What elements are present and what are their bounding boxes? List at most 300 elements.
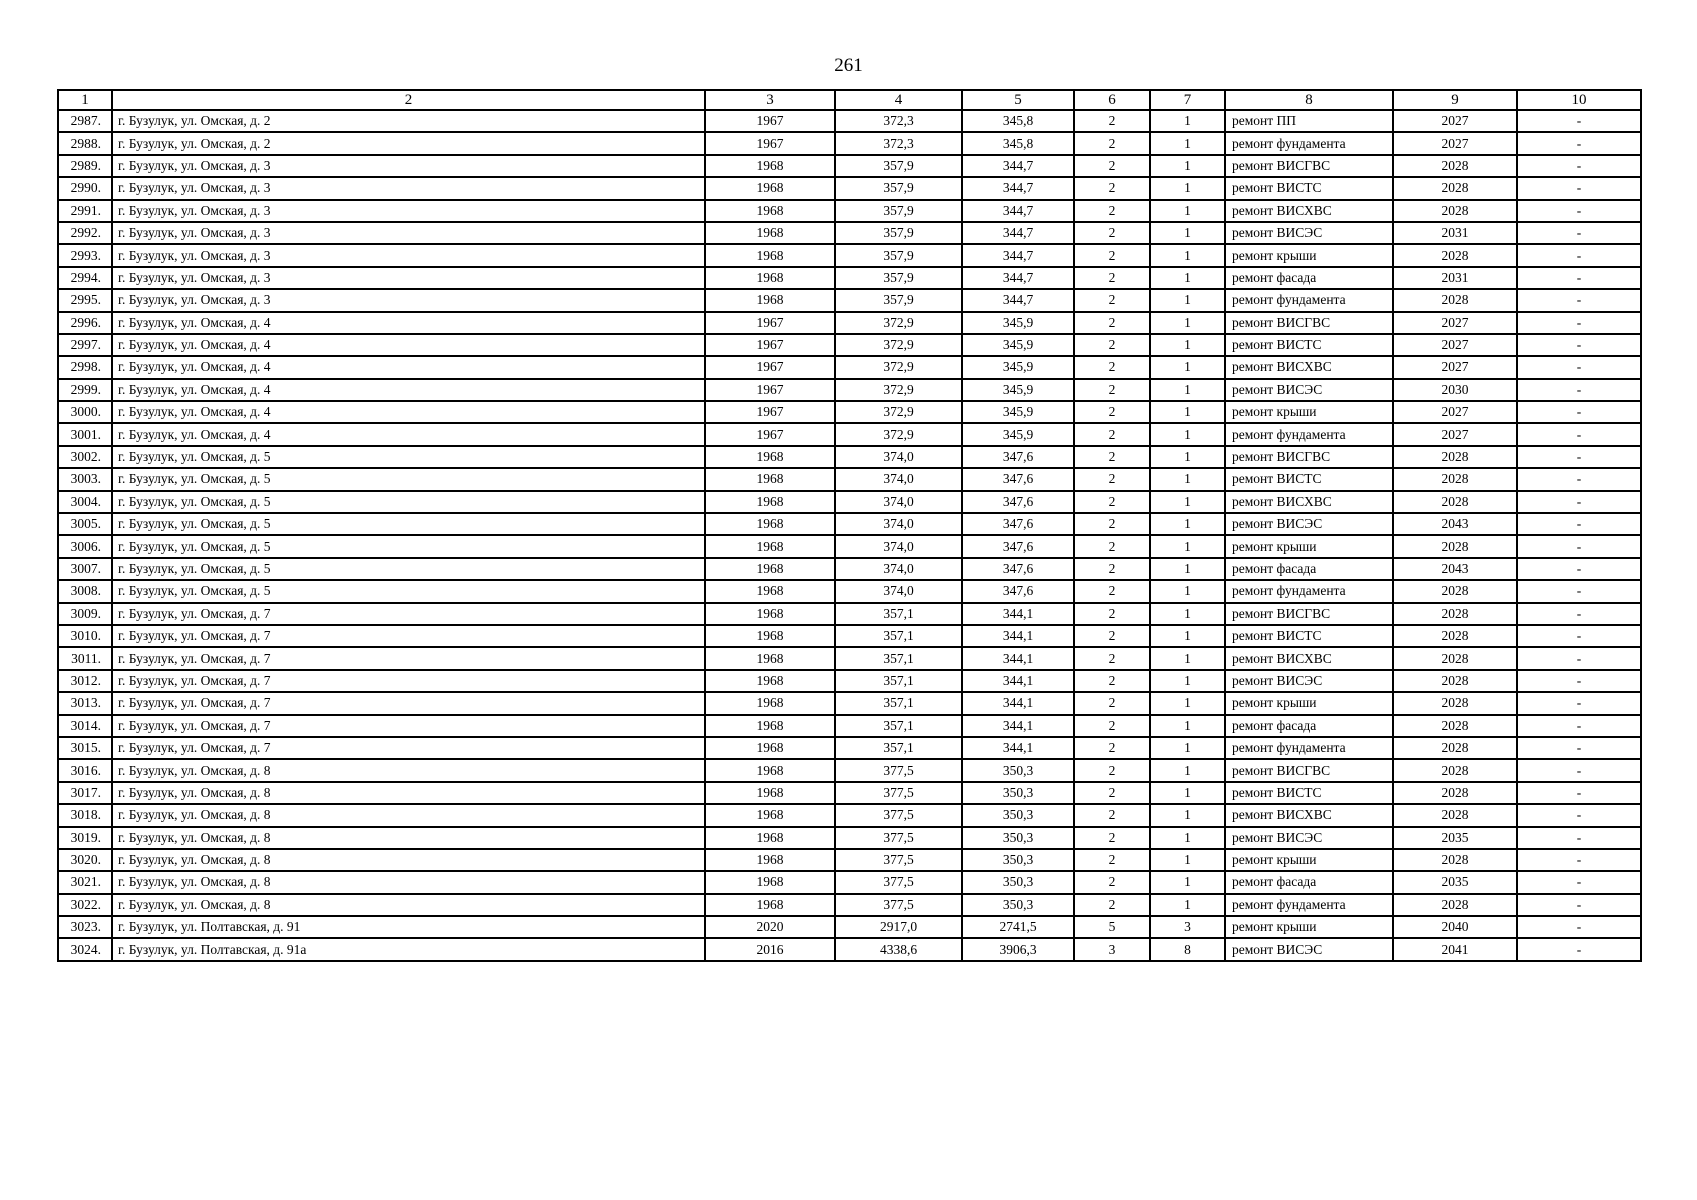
year-cell: 2016 (705, 938, 835, 960)
living-area-cell: 345,8 (962, 132, 1074, 154)
table-row (58, 670, 1641, 692)
total-area-cell: 372,3 (835, 110, 962, 132)
floors-cell: 2 (1074, 491, 1150, 513)
note-cell: - (1517, 625, 1641, 647)
floors-cell: 2 (1074, 849, 1150, 871)
year-cell: 1968 (705, 580, 835, 602)
year-cell: 1967 (705, 401, 835, 423)
note-cell: - (1517, 759, 1641, 781)
total-area-cell: 372,9 (835, 401, 962, 423)
total-area-cell: 372,9 (835, 334, 962, 356)
note-cell: - (1517, 715, 1641, 737)
floors-cell: 2 (1074, 110, 1150, 132)
floors-cell: 2 (1074, 692, 1150, 714)
note-cell: - (1517, 267, 1641, 289)
work-type-cell: ремонт фундамента (1225, 423, 1393, 445)
column-header: 4 (835, 90, 962, 110)
table-row (58, 200, 1641, 222)
floors-cell: 2 (1074, 289, 1150, 311)
floors-cell: 2 (1074, 558, 1150, 580)
table-row (58, 558, 1641, 580)
year-cell: 1968 (705, 871, 835, 893)
year-cell: 1968 (705, 894, 835, 916)
floors-cell: 2 (1074, 423, 1150, 445)
work-type-cell: ремонт ВИСХВС (1225, 200, 1393, 222)
living-area-cell: 344,7 (962, 177, 1074, 199)
work-type-cell: ремонт крыши (1225, 244, 1393, 266)
year-cell: 1968 (705, 715, 835, 737)
planned-year-cell: 2028 (1393, 468, 1517, 490)
note-cell: - (1517, 580, 1641, 602)
total-area-cell: 377,5 (835, 849, 962, 871)
entrances-cell: 1 (1150, 110, 1225, 132)
planned-year-cell: 2028 (1393, 759, 1517, 781)
table-row (58, 423, 1641, 445)
note-cell: - (1517, 603, 1641, 625)
note-cell: - (1517, 871, 1641, 893)
planned-year-cell: 2028 (1393, 491, 1517, 513)
entrances-cell: 1 (1150, 289, 1225, 311)
total-area-cell: 357,9 (835, 155, 962, 177)
planned-year-cell: 2030 (1393, 379, 1517, 401)
total-area-cell: 372,3 (835, 132, 962, 154)
living-area-cell: 344,7 (962, 155, 1074, 177)
year-cell: 1968 (705, 155, 835, 177)
address-cell: г. Бузулук, ул. Омская, д. 3 (112, 244, 705, 266)
row-number-cell: 3018. (58, 804, 112, 826)
year-cell: 1968 (705, 625, 835, 647)
floors-cell: 2 (1074, 737, 1150, 759)
address-cell: г. Бузулук, ул. Омская, д. 8 (112, 782, 705, 804)
floors-cell: 2 (1074, 379, 1150, 401)
living-area-cell: 347,6 (962, 558, 1074, 580)
entrances-cell: 1 (1150, 244, 1225, 266)
note-cell: - (1517, 401, 1641, 423)
planned-year-cell: 2028 (1393, 200, 1517, 222)
table-row (58, 491, 1641, 513)
entrances-cell: 1 (1150, 715, 1225, 737)
year-cell: 1968 (705, 289, 835, 311)
work-type-cell: ремонт крыши (1225, 535, 1393, 557)
planned-year-cell: 2027 (1393, 312, 1517, 334)
note-cell: - (1517, 782, 1641, 804)
total-area-cell: 357,9 (835, 177, 962, 199)
entrances-cell: 1 (1150, 222, 1225, 244)
total-area-cell: 357,1 (835, 715, 962, 737)
address-cell: г. Бузулук, ул. Омская, д. 8 (112, 894, 705, 916)
table-row (58, 871, 1641, 893)
address-cell: г. Бузулук, ул. Омская, д. 8 (112, 871, 705, 893)
row-number-cell: 3007. (58, 558, 112, 580)
floors-cell: 2 (1074, 244, 1150, 266)
floors-cell: 2 (1074, 647, 1150, 669)
row-number-cell: 3009. (58, 603, 112, 625)
note-cell: - (1517, 670, 1641, 692)
living-area-cell: 350,3 (962, 849, 1074, 871)
total-area-cell: 357,9 (835, 244, 962, 266)
table-row (58, 379, 1641, 401)
year-cell: 1968 (705, 513, 835, 535)
floors-cell: 2 (1074, 715, 1150, 737)
work-type-cell: ремонт ВИСХВС (1225, 356, 1393, 378)
note-cell: - (1517, 692, 1641, 714)
table-row (58, 603, 1641, 625)
entrances-cell: 1 (1150, 312, 1225, 334)
total-area-cell: 374,0 (835, 468, 962, 490)
living-area-cell: 344,1 (962, 670, 1074, 692)
entrances-cell: 1 (1150, 513, 1225, 535)
total-area-cell: 377,5 (835, 871, 962, 893)
table-row (58, 916, 1641, 938)
row-number-cell: 3001. (58, 423, 112, 445)
planned-year-cell: 2027 (1393, 110, 1517, 132)
address-cell: г. Бузулук, ул. Омская, д. 7 (112, 603, 705, 625)
table-row (58, 312, 1641, 334)
living-area-cell: 344,1 (962, 625, 1074, 647)
note-cell: - (1517, 647, 1641, 669)
year-cell: 1968 (705, 267, 835, 289)
row-number-cell: 2998. (58, 356, 112, 378)
planned-year-cell: 2028 (1393, 782, 1517, 804)
note-cell: - (1517, 468, 1641, 490)
floors-cell: 2 (1074, 222, 1150, 244)
entrances-cell: 1 (1150, 401, 1225, 423)
note-cell: - (1517, 379, 1641, 401)
address-cell: г. Бузулук, ул. Омская, д. 3 (112, 222, 705, 244)
work-type-cell: ремонт крыши (1225, 916, 1393, 938)
address-cell: г. Бузулук, ул. Омская, д. 5 (112, 535, 705, 557)
entrances-cell: 1 (1150, 446, 1225, 468)
floors-cell: 2 (1074, 200, 1150, 222)
column-header: 6 (1074, 90, 1150, 110)
total-area-cell: 357,9 (835, 289, 962, 311)
work-type-cell: ремонт фасада (1225, 715, 1393, 737)
address-cell: г. Бузулук, ул. Омская, д. 5 (112, 513, 705, 535)
living-area-cell: 345,9 (962, 423, 1074, 445)
note-cell: - (1517, 312, 1641, 334)
work-type-cell: ремонт ВИСТС (1225, 782, 1393, 804)
year-cell: 1968 (705, 177, 835, 199)
row-number-cell: 2990. (58, 177, 112, 199)
year-cell: 1968 (705, 222, 835, 244)
planned-year-cell: 2028 (1393, 804, 1517, 826)
total-area-cell: 357,1 (835, 625, 962, 647)
row-number-cell: 2997. (58, 334, 112, 356)
entrances-cell: 1 (1150, 267, 1225, 289)
year-cell: 1968 (705, 446, 835, 468)
floors-cell: 2 (1074, 782, 1150, 804)
note-cell: - (1517, 155, 1641, 177)
entrances-cell: 1 (1150, 155, 1225, 177)
note-cell: - (1517, 132, 1641, 154)
total-area-cell: 4338,6 (835, 938, 962, 960)
floors-cell: 2 (1074, 625, 1150, 647)
row-number-cell: 2992. (58, 222, 112, 244)
row-number-cell: 2991. (58, 200, 112, 222)
table-row (58, 782, 1641, 804)
entrances-cell: 1 (1150, 737, 1225, 759)
row-number-cell: 3023. (58, 916, 112, 938)
entrances-cell: 1 (1150, 759, 1225, 781)
year-cell: 1968 (705, 692, 835, 714)
total-area-cell: 377,5 (835, 827, 962, 849)
address-cell: г. Бузулук, ул. Полтавская, д. 91 (112, 916, 705, 938)
work-type-cell: ремонт ВИСГВС (1225, 603, 1393, 625)
table-row (58, 468, 1641, 490)
row-number-cell: 3022. (58, 894, 112, 916)
living-area-cell: 350,3 (962, 759, 1074, 781)
entrances-cell: 1 (1150, 491, 1225, 513)
planned-year-cell: 2043 (1393, 513, 1517, 535)
table-row (58, 692, 1641, 714)
row-number-cell: 2988. (58, 132, 112, 154)
table-row (58, 759, 1641, 781)
work-type-cell: ремонт ВИСГВС (1225, 312, 1393, 334)
living-area-cell: 344,1 (962, 692, 1074, 714)
total-area-cell: 374,0 (835, 446, 962, 468)
table-row (58, 334, 1641, 356)
address-cell: г. Бузулук, ул. Омская, д. 4 (112, 423, 705, 445)
planned-year-cell: 2028 (1393, 446, 1517, 468)
note-cell: - (1517, 558, 1641, 580)
address-cell: г. Бузулук, ул. Омская, д. 7 (112, 692, 705, 714)
row-number-cell: 3020. (58, 849, 112, 871)
work-type-cell: ремонт крыши (1225, 692, 1393, 714)
floors-cell: 5 (1074, 916, 1150, 938)
year-cell: 1968 (705, 804, 835, 826)
living-area-cell: 345,9 (962, 379, 1074, 401)
address-cell: г. Бузулук, ул. Омская, д. 7 (112, 670, 705, 692)
table-row (58, 110, 1641, 132)
table-row (58, 647, 1641, 669)
entrances-cell: 1 (1150, 782, 1225, 804)
year-cell: 1968 (705, 759, 835, 781)
work-type-cell: ремонт фасада (1225, 558, 1393, 580)
work-type-cell: ремонт ВИСЭС (1225, 670, 1393, 692)
address-cell: г. Бузулук, ул. Омская, д. 5 (112, 446, 705, 468)
address-cell: г. Бузулук, ул. Омская, д. 4 (112, 312, 705, 334)
planned-year-cell: 2028 (1393, 535, 1517, 557)
row-number-cell: 3010. (58, 625, 112, 647)
address-cell: г. Бузулук, ул. Омская, д. 7 (112, 737, 705, 759)
planned-year-cell: 2043 (1393, 558, 1517, 580)
year-cell: 1967 (705, 312, 835, 334)
row-number-cell: 3011. (58, 647, 112, 669)
planned-year-cell: 2028 (1393, 625, 1517, 647)
row-number-cell: 3021. (58, 871, 112, 893)
total-area-cell: 372,9 (835, 312, 962, 334)
entrances-cell: 1 (1150, 177, 1225, 199)
entrances-cell: 1 (1150, 871, 1225, 893)
table-row (58, 513, 1641, 535)
work-type-cell: ремонт фундамента (1225, 580, 1393, 602)
planned-year-cell: 2027 (1393, 356, 1517, 378)
note-cell: - (1517, 244, 1641, 266)
address-cell: г. Бузулук, ул. Омская, д. 2 (112, 110, 705, 132)
floors-cell: 2 (1074, 603, 1150, 625)
row-number-cell: 3002. (58, 446, 112, 468)
table-row (58, 177, 1641, 199)
floors-cell: 2 (1074, 759, 1150, 781)
note-cell: - (1517, 535, 1641, 557)
work-type-cell: ремонт ВИСХВС (1225, 804, 1393, 826)
total-area-cell: 357,1 (835, 670, 962, 692)
floors-cell: 2 (1074, 894, 1150, 916)
living-area-cell: 347,6 (962, 535, 1074, 557)
work-type-cell: ремонт ВИСЭС (1225, 513, 1393, 535)
address-cell: г. Бузулук, ул. Полтавская, д. 91а (112, 938, 705, 960)
column-header: 9 (1393, 90, 1517, 110)
note-cell: - (1517, 737, 1641, 759)
row-number-cell: 3024. (58, 938, 112, 960)
entrances-cell: 1 (1150, 356, 1225, 378)
planned-year-cell: 2031 (1393, 222, 1517, 244)
entrances-cell: 1 (1150, 334, 1225, 356)
floors-cell: 2 (1074, 535, 1150, 557)
row-number-cell: 3003. (58, 468, 112, 490)
floors-cell: 3 (1074, 938, 1150, 960)
living-area-cell: 347,6 (962, 468, 1074, 490)
entrances-cell: 8 (1150, 938, 1225, 960)
column-header: 2 (112, 90, 705, 110)
planned-year-cell: 2028 (1393, 692, 1517, 714)
entrances-cell: 1 (1150, 580, 1225, 602)
total-area-cell: 374,0 (835, 491, 962, 513)
planned-year-cell: 2028 (1393, 849, 1517, 871)
entrances-cell: 1 (1150, 894, 1225, 916)
year-cell: 1968 (705, 244, 835, 266)
total-area-cell: 377,5 (835, 804, 962, 826)
table-row (58, 401, 1641, 423)
entrances-cell: 1 (1150, 379, 1225, 401)
address-cell: г. Бузулук, ул. Омская, д. 4 (112, 334, 705, 356)
living-area-cell: 345,9 (962, 356, 1074, 378)
year-cell: 1968 (705, 468, 835, 490)
work-type-cell: ремонт ВИСТС (1225, 177, 1393, 199)
note-cell: - (1517, 513, 1641, 535)
total-area-cell: 374,0 (835, 535, 962, 557)
row-number-cell: 2994. (58, 267, 112, 289)
planned-year-cell: 2028 (1393, 715, 1517, 737)
planned-year-cell: 2028 (1393, 155, 1517, 177)
column-header: 8 (1225, 90, 1393, 110)
row-number-cell: 3014. (58, 715, 112, 737)
table-row (58, 155, 1641, 177)
row-number-cell: 2999. (58, 379, 112, 401)
living-area-cell: 345,9 (962, 401, 1074, 423)
total-area-cell: 374,0 (835, 558, 962, 580)
floors-cell: 2 (1074, 580, 1150, 602)
row-number-cell: 3005. (58, 513, 112, 535)
year-cell: 1967 (705, 379, 835, 401)
table-row (58, 804, 1641, 826)
living-area-cell: 350,3 (962, 871, 1074, 893)
work-type-cell: ремонт ВИСЭС (1225, 379, 1393, 401)
living-area-cell: 344,7 (962, 267, 1074, 289)
work-type-cell: ремонт фундамента (1225, 894, 1393, 916)
total-area-cell: 357,9 (835, 222, 962, 244)
address-cell: г. Бузулук, ул. Омская, д. 5 (112, 580, 705, 602)
floors-cell: 2 (1074, 356, 1150, 378)
entrances-cell: 1 (1150, 468, 1225, 490)
table-row (58, 289, 1641, 311)
address-cell: г. Бузулук, ул. Омская, д. 5 (112, 491, 705, 513)
table-row (58, 580, 1641, 602)
address-cell: г. Бузулук, ул. Омская, д. 3 (112, 155, 705, 177)
planned-year-cell: 2027 (1393, 401, 1517, 423)
table-row (58, 356, 1641, 378)
floors-cell: 2 (1074, 827, 1150, 849)
table-row (58, 849, 1641, 871)
floors-cell: 2 (1074, 334, 1150, 356)
row-number-cell: 3016. (58, 759, 112, 781)
work-type-cell: ремонт крыши (1225, 401, 1393, 423)
column-header: 10 (1517, 90, 1641, 110)
planned-year-cell: 2028 (1393, 289, 1517, 311)
table-row (58, 827, 1641, 849)
floors-cell: 2 (1074, 513, 1150, 535)
year-cell: 1968 (705, 603, 835, 625)
planned-year-cell: 2028 (1393, 670, 1517, 692)
living-area-cell: 350,3 (962, 782, 1074, 804)
total-area-cell: 357,1 (835, 692, 962, 714)
note-cell: - (1517, 177, 1641, 199)
table-row (58, 938, 1641, 960)
living-area-cell: 350,3 (962, 894, 1074, 916)
planned-year-cell: 2028 (1393, 177, 1517, 199)
work-type-cell: ремонт фасада (1225, 267, 1393, 289)
planned-year-cell: 2028 (1393, 737, 1517, 759)
planned-year-cell: 2028 (1393, 647, 1517, 669)
total-area-cell: 372,9 (835, 356, 962, 378)
total-area-cell: 372,9 (835, 423, 962, 445)
entrances-cell: 1 (1150, 132, 1225, 154)
note-cell: - (1517, 334, 1641, 356)
planned-year-cell: 2035 (1393, 827, 1517, 849)
note-cell: - (1517, 110, 1641, 132)
floors-cell: 2 (1074, 468, 1150, 490)
planned-year-cell: 2027 (1393, 334, 1517, 356)
total-area-cell: 2917,0 (835, 916, 962, 938)
address-cell: г. Бузулук, ул. Омская, д. 4 (112, 356, 705, 378)
note-cell: - (1517, 356, 1641, 378)
work-type-cell: ремонт ВИСЭС (1225, 222, 1393, 244)
floors-cell: 2 (1074, 177, 1150, 199)
row-number-cell: 3004. (58, 491, 112, 513)
planned-year-cell: 2028 (1393, 894, 1517, 916)
living-area-cell: 347,6 (962, 513, 1074, 535)
work-type-cell: ремонт фундамента (1225, 289, 1393, 311)
work-type-cell: ремонт ВИСГВС (1225, 155, 1393, 177)
living-area-cell: 344,7 (962, 222, 1074, 244)
floors-cell: 2 (1074, 804, 1150, 826)
entrances-cell: 1 (1150, 670, 1225, 692)
address-cell: г. Бузулук, ул. Омская, д. 8 (112, 849, 705, 871)
year-cell: 1968 (705, 558, 835, 580)
row-number-cell: 3000. (58, 401, 112, 423)
row-number-cell: 3008. (58, 580, 112, 602)
work-type-cell: ремонт ВИСЭС (1225, 827, 1393, 849)
work-type-cell: ремонт фундамента (1225, 737, 1393, 759)
row-number-cell: 3019. (58, 827, 112, 849)
note-cell: - (1517, 491, 1641, 513)
floors-cell: 2 (1074, 312, 1150, 334)
total-area-cell: 357,9 (835, 200, 962, 222)
table-row (58, 132, 1641, 154)
table-row (58, 715, 1641, 737)
year-cell: 1968 (705, 827, 835, 849)
year-cell: 2020 (705, 916, 835, 938)
